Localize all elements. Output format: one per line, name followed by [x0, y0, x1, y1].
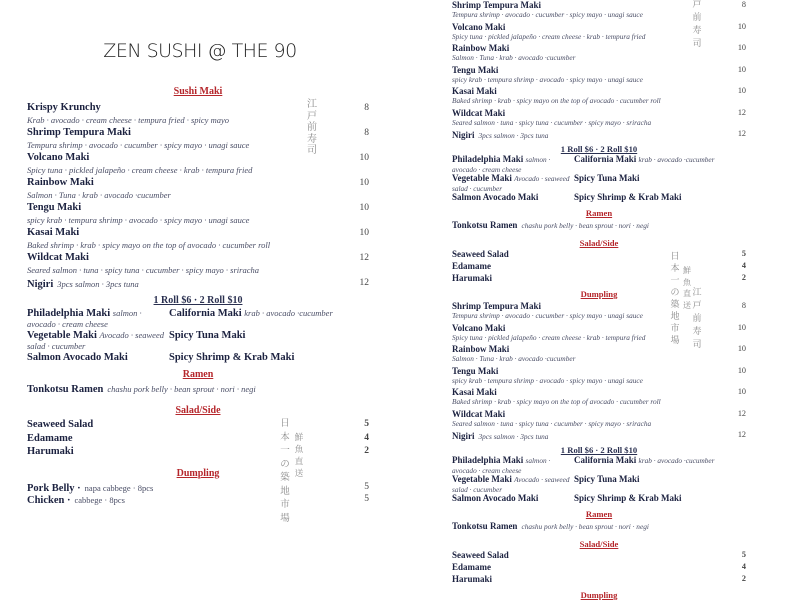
kanji-edomae-sushi: 江戸前寿司	[692, 288, 702, 350]
item-name: Edamame	[27, 432, 73, 444]
item-name: Shrimp Tempura Maki	[452, 0, 542, 10]
item-name: Tonkotsu Ramen	[452, 520, 518, 531]
menu-item	[27, 382, 369, 394]
item-name: Nigiri	[27, 279, 54, 290]
item-price: 10	[737, 322, 746, 332]
item-description: chashu pork belly · bean sprout · nori · negi	[521, 220, 649, 230]
item-description: chashu pork belly · bean sprout · nori · negi	[107, 384, 256, 394]
item-name: Spicy Shrimp & Krab Maki	[574, 493, 682, 504]
item-name: Kasai Maki	[27, 227, 80, 238]
item-name: Rainbow Maki	[452, 344, 510, 354]
item-description: Baked shrimp · krab · spicy mayo on the top of avocado · cucumber roll	[27, 240, 271, 250]
item-price: 2	[364, 446, 369, 456]
menu-item	[452, 249, 746, 261]
item-name: Shrimp Tempura Maki	[27, 127, 131, 138]
menu-item	[452, 409, 746, 431]
item-name: Wildcat Maki	[27, 252, 89, 263]
item-description: salmon · avocado · cream cheese	[452, 456, 551, 475]
menu-item	[452, 387, 746, 409]
item-name: Salmon Avocado Maki	[27, 352, 128, 363]
item-name: Spicy Tuna Maki	[574, 474, 640, 485]
item-description: Seared salmon · tuna · spicy tuna · cucumber · spicy mayo · sriracha	[452, 418, 652, 428]
item-name: Harumaki	[452, 573, 493, 584]
item-description: krab · avocado ·cucumber	[638, 456, 715, 466]
item-name: Kasai Maki	[452, 86, 497, 96]
item-name: Philadelphia Maki	[452, 455, 524, 466]
menu-item	[452, 261, 746, 273]
roll-item	[574, 494, 746, 504]
menu-title: ZEN SUSHI @ THE 90	[103, 40, 297, 62]
item-price: 10	[737, 387, 746, 396]
item-name: Vegetable Maki	[452, 173, 512, 184]
item-description: spicy krab · tempura shrimp · avocado · spicy mayo · unagi sauce	[452, 74, 643, 84]
item-name: Tengu Maki	[452, 64, 499, 75]
kanji-tsukiji-market: 日本一の築地市場	[280, 418, 290, 524]
kanji-fresh-fish: 鮮魚直送	[294, 433, 304, 479]
menu-item	[27, 432, 369, 446]
item-name: Wildcat Maki	[452, 107, 506, 118]
item-description: salmon · avocado · cream cheese	[27, 308, 142, 329]
item-description: Avocado · seaweed salad · cucumber	[452, 475, 570, 494]
item-name: Salmon Avocado Maki	[452, 192, 539, 203]
item-description: krab · avocado ·cucumber	[244, 308, 333, 318]
item-price: 12	[359, 253, 369, 263]
item-description: Seared salmon · tuna · spicy tuna · cucumber · spicy mayo · sriracha	[452, 117, 652, 127]
item-price: 12	[737, 430, 746, 439]
section-header-ramen: Ramen	[585, 207, 613, 218]
roll-item	[452, 494, 574, 504]
menu-item	[27, 445, 369, 459]
item-price: 10	[737, 365, 746, 375]
roll-item	[574, 155, 746, 174]
menu-item	[27, 202, 369, 227]
item-name: Volcano Maki	[27, 152, 90, 163]
roll-item	[452, 456, 574, 475]
menu-item-nigiri	[452, 430, 746, 440]
menu-item	[27, 481, 369, 493]
roll-item	[452, 155, 574, 174]
roll-item	[169, 352, 369, 364]
section-header-dumpling: Dumpling	[580, 289, 618, 300]
item-name: California Maki	[574, 455, 637, 466]
item-price: 8	[741, 0, 746, 9]
roll-item	[574, 174, 746, 193]
item-name: Pork Belly ·	[27, 482, 81, 494]
item-price: 10	[359, 228, 369, 238]
roll-deal-grid	[452, 155, 746, 203]
item-description: 3pcs salmon · 3pcs tuna	[478, 432, 549, 441]
item-price: 12	[737, 408, 746, 418]
item-name: Philadelphia Maki	[452, 154, 524, 165]
item-name: Salmon Avocado Maki	[452, 493, 539, 504]
menu-item-nigiri	[452, 129, 746, 139]
item-price: 5	[364, 493, 369, 504]
item-description: cabbege · 8pcs	[74, 494, 125, 505]
item-price: 8	[364, 128, 369, 138]
roll-item	[27, 308, 169, 330]
roll-item	[574, 193, 746, 203]
item-description: Salmon · Tuna · krab · avocado ·cucumber	[27, 190, 171, 200]
item-description: Spicy tuna · pickled jalapeño · cream cheese · krab · tempura fried	[452, 332, 646, 342]
roll-deal-grid	[27, 308, 369, 364]
section-header-roll-deal: 1 Roll $6 · 2 Roll $10	[153, 295, 243, 306]
item-price: 5	[364, 481, 369, 492]
menu-item	[452, 219, 746, 229]
item-name: Seaweed Salad	[452, 550, 509, 561]
section-header-roll-deal: 1 Roll $6 · 2 Roll $10	[560, 144, 638, 155]
item-price: 2	[741, 573, 746, 583]
item-price: 8	[364, 103, 369, 113]
roll-item	[169, 308, 369, 330]
item-price: 8	[741, 301, 746, 310]
item-price: 10	[737, 344, 746, 353]
item-price: 5	[741, 249, 746, 259]
menu-item	[27, 418, 369, 432]
menu-item	[27, 252, 369, 277]
item-description: Baked shrimp · krab · spicy mayo on the top of avocado · cucumber roll	[452, 96, 661, 106]
item-name: Spicy Shrimp & Krab Maki	[574, 192, 682, 203]
item-name: Nigiri	[452, 130, 475, 140]
item-price: 4	[741, 260, 746, 270]
item-name: California Maki	[574, 154, 637, 165]
item-description: Spicy tuna · pickled jalapeño · cream cheese · krab · tempura fried	[452, 31, 646, 41]
item-description: salmon · avocado · cream cheese	[452, 155, 551, 174]
section-header-roll-deal: 1 Roll $6 · 2 Roll $10	[560, 445, 638, 456]
item-price: 10	[737, 64, 746, 74]
item-name: Harumaki	[27, 446, 74, 457]
item-name: Tonkotsu Ramen	[452, 219, 518, 230]
item-description: 3pcs salmon · 3pcs tuna	[478, 131, 549, 140]
item-price: 5	[741, 550, 746, 560]
item-description: Tempura shrimp · avocado · cucumber · spicy mayo · unagi sauce	[452, 10, 643, 20]
item-name: Harumaki	[452, 272, 493, 283]
item-description: Salmon · Tuna · krab · avocado ·cucumber	[452, 53, 576, 63]
item-description: 3pcs salmon · 3pcs tuna	[57, 279, 139, 289]
item-description: Tempura shrimp · avocado · cucumber · spicy mayo · unagi sauce	[27, 140, 250, 150]
item-name: Spicy Shrimp & Krab Maki	[169, 352, 295, 363]
menu-item	[452, 108, 746, 130]
section-header-sushi-maki: Sushi Maki	[173, 86, 223, 97]
kanji-edomae-sushi: 江戸前寿司	[307, 99, 317, 156]
roll-item	[574, 456, 746, 475]
item-name: Rainbow Maki	[452, 43, 510, 53]
item-name: Wildcat Maki	[452, 408, 506, 419]
item-price: 10	[737, 43, 746, 52]
item-description: Tempura shrimp · avocado · cucumber · spicy mayo · unagi sauce	[452, 311, 643, 321]
item-price: 4	[364, 432, 369, 443]
item-name: Seaweed Salad	[452, 249, 509, 260]
item-name: California Maki	[169, 308, 242, 319]
menu-item	[452, 65, 746, 87]
item-name: Philadelphia Maki	[27, 308, 111, 319]
item-price: 4	[741, 561, 746, 571]
item-description: Avocado · seaweed salad · cucumber	[452, 174, 570, 193]
item-name: Seaweed Salad	[27, 419, 94, 430]
roll-item	[27, 330, 169, 352]
menu-item-nigiri	[27, 277, 369, 289]
item-description: Avocado · seaweed salad · cucumber	[27, 330, 164, 351]
menu-item	[452, 562, 746, 574]
menu-item	[452, 86, 746, 108]
menu-item	[452, 366, 746, 388]
item-name: Tonkotsu Ramen	[27, 384, 104, 395]
menu-item	[452, 273, 746, 285]
roll-deal-grid	[452, 456, 746, 504]
item-description: Seared salmon · tuna · spicy tuna · cucumber · spicy mayo · sriracha	[27, 265, 259, 275]
item-name: Rainbow Maki	[27, 177, 94, 188]
item-name: Krispy Krunchy	[27, 102, 101, 113]
item-name: Kasai Maki	[452, 387, 497, 397]
item-price: 10	[737, 21, 746, 31]
roll-item	[452, 475, 574, 494]
item-description: Salmon · Tuna · krab · avocado ·cucumber	[452, 354, 576, 364]
kanji-fresh-fish: 鮮魚直送	[683, 266, 691, 310]
item-name: Vegetable Maki	[27, 330, 97, 341]
menu-item	[452, 574, 746, 586]
item-description: spicy krab · tempura shrimp · avocado · spicy mayo · unagi sauce	[452, 375, 643, 385]
roll-item	[452, 193, 574, 203]
roll-item	[452, 174, 574, 193]
item-price: 10	[737, 86, 746, 95]
item-name: Spicy Tuna Maki	[574, 173, 640, 184]
item-name: Edamame	[452, 260, 491, 271]
item-price: 10	[359, 203, 369, 213]
item-name: Nigiri	[452, 431, 475, 441]
section-header-dumpling: Dumpling	[580, 590, 618, 600]
kanji-tsukiji-market: 日本一の築地市場	[670, 252, 680, 346]
menu-item	[27, 177, 369, 202]
item-name: Tengu Maki	[27, 202, 82, 213]
section-header-salad-side: Salad/Side	[579, 238, 619, 249]
item-description: Krab · avocado · cream cheese · tempura fried · spicy mayo	[27, 115, 229, 125]
item-price: 5	[364, 419, 369, 429]
kanji-edomae-sushi: 戸前寿司	[692, 0, 702, 49]
section-header-dumpling: Dumpling	[176, 467, 220, 479]
section-header-ramen: Ramen	[182, 369, 214, 380]
roll-item	[574, 475, 746, 494]
menu-page-left	[27, 85, 369, 524]
section-header-salad-side: Salad/Side	[175, 405, 221, 416]
item-name: Vegetable Maki	[452, 474, 512, 485]
item-price: 10	[359, 153, 369, 163]
item-name: Volcano Maki	[452, 322, 506, 333]
roll-item	[169, 330, 369, 352]
item-price: 12	[737, 107, 746, 117]
item-price: 2	[741, 272, 746, 282]
item-name: Shrimp Tempura Maki	[452, 301, 542, 311]
item-description: chashu pork belly · bean sprout · nori · negi	[521, 521, 649, 531]
item-description: Baked shrimp · krab · spicy mayo on the top of avocado · cucumber roll	[452, 397, 661, 407]
menu-item	[452, 550, 746, 562]
menu-item	[27, 227, 369, 252]
item-name: Edamame	[452, 561, 491, 572]
item-price: 10	[359, 178, 369, 188]
menu-item	[452, 520, 746, 530]
item-price: 12	[359, 278, 369, 288]
section-header-ramen: Ramen	[585, 508, 613, 519]
menu-item	[27, 493, 369, 505]
item-price: 12	[737, 129, 746, 138]
item-description: Spicy tuna · pickled jalapeño · cream cheese · krab · tempura fried	[27, 165, 253, 175]
item-description: spicy krab · tempura shrimp · avocado · spicy mayo · unagi sauce	[27, 215, 250, 225]
item-name: Tengu Maki	[452, 365, 499, 376]
item-name: Chicken ·	[27, 494, 71, 506]
section-header-salad-side: Salad/Side	[579, 539, 619, 550]
item-name: Volcano Maki	[452, 21, 506, 32]
item-description: krab · avocado ·cucumber	[638, 155, 715, 165]
roll-item	[27, 352, 169, 364]
item-name: Spicy Tuna Maki	[169, 330, 246, 341]
item-description: napa cabbege · 8pcs	[84, 482, 154, 493]
